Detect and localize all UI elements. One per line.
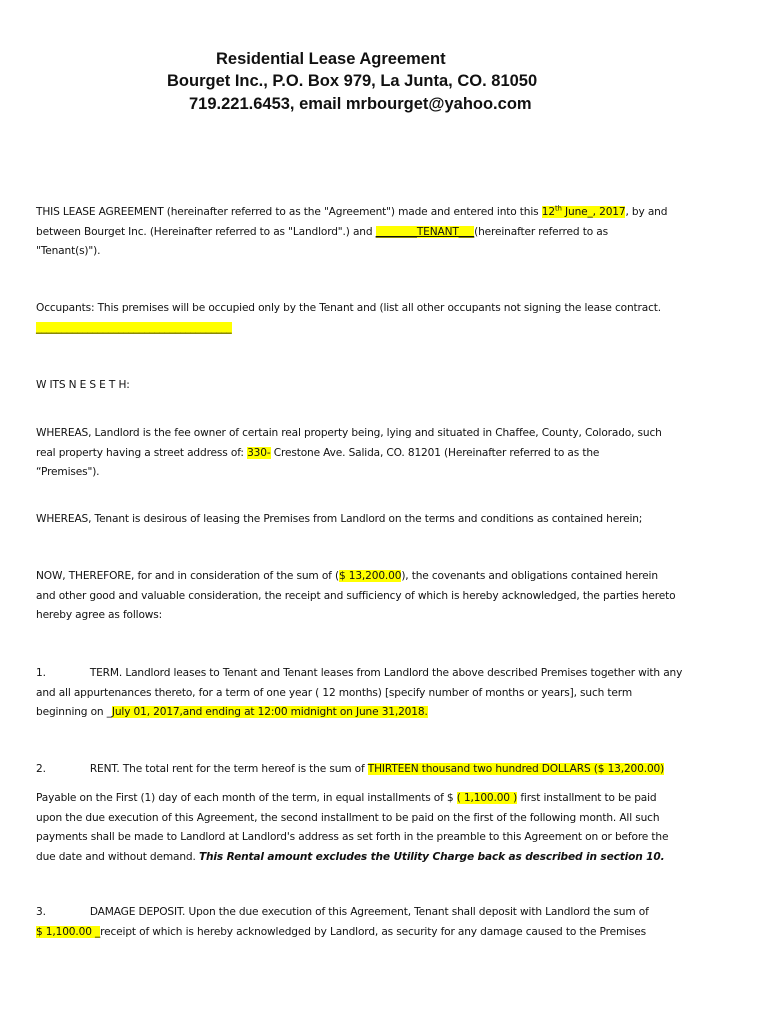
utility-note: This Rental amount excludes the Utility Charge back as described in section 10. — [198, 850, 665, 863]
occupants-paragraph: Occupants: This premises will be occupied only by the Tenant and (list all other occupants not signing the lease contract. ______________________________________ — [36, 302, 661, 334]
witnesseth-heading: W ITS N E S E T H: — [36, 379, 130, 391]
whereas-property-paragraph: WHEREAS, Landlord is the fee owner of certain real property being, lying and situated in Chaffee, County, Colorado, such real property having a street address of: 330- Crestone Ave. Salida, CO. 81201 (Hereinafter referred to as the “Premises"). — [36, 427, 662, 478]
rent-payment-paragraph: Payable on the First (1) day of each month of the term, in equal installments of $ ( 1,100.00 ) first installment to be paid upon the due execution of this Agreement, the second installment to be paid on the first of the following month. All such payments shall be made to Landlord at Landlord's address as set forth in the preamble to this Agreement on or before the due date and without demand. This Rental amount excludes the Utility Charge back as described in section 10. — [36, 792, 669, 863]
consideration-amount: $ 13,200.00 — [338, 570, 402, 582]
landlord-address: Bourget Inc., P.O. Box 979, La Junta, CO. 81050 — [167, 72, 538, 90]
intro-paragraph: THIS LEASE AGREEMENT (hereinafter referred to as the "Agreement") made and entered into this 12th June_, 2017, by and between Bourget Inc. (Hereinafter referred to as "Landlord".) and ________TENANT___(hereinafter referred to as "Tenant(s)"). — [36, 204, 668, 257]
intro-text: THIS LEASE AGREEMENT (hereinafter referred to as the "Agreement") made and entered into this — [36, 206, 542, 218]
section-term: 1. TERM. Landlord leases to Tenant and Tenant leases from Landlord the above described Premises together with any and all appurtenances thereto, for a term of one year ( 12 months) [specify number of months or years], such term beginning on _July 01, 2017,and ending at 12:00 midnight on June 31,2018. — [36, 667, 683, 718]
document-title: Residential Lease Agreement — [216, 50, 446, 68]
monthly-installment: ( 1,100.00 ) — [456, 792, 518, 804]
tenant-name-field: ________TENANT___ — [375, 225, 475, 238]
section-damage-deposit: 3. DAMAGE DEPOSIT. Upon the due execution of this Agreement, Tenant shall deposit with Landlord the sum of $ 1,100.00 _receipt of which is hereby acknowledged by Landlord, as security for any damage caused to the Premises — [36, 906, 649, 938]
total-rent-amount: THIRTEEN thousand two hundred DOLLARS ($ 13,200.00) — [367, 763, 665, 775]
occupants-blank-field: ______________________________________ — [36, 321, 232, 334]
deposit-amount: $ 1,100.00 _ — [36, 925, 101, 938]
section-rent: 2. RENT. The total rent for the term hereof is the sum of THIRTEEN thousand two hundred DOLLARS ($ 13,200.00) — [36, 763, 665, 775]
agreement-date: 12th June_, 2017 — [541, 204, 626, 218]
lease-term-dates: July 01, 2017,and ending at 12:00 midnight on June 31,2018. — [111, 706, 428, 718]
street-number: 330- — [247, 446, 271, 459]
whereas-tenant-paragraph: WHEREAS, Tenant is desirous of leasing the Premises from Landlord on the terms and conditions as contained herein; — [36, 513, 643, 525]
landlord-contact: 719.221.6453, email mrbourget@yahoo.com — [189, 95, 532, 113]
now-therefore-paragraph: NOW, THEREFORE, for and in consideration of the sum of ($ 13,200.00), the covenants and obligations contained herein and other good and valuable consideration, the receipt and sufficiency of which is hereby acknowledged, the parties hereto hereby agree as follows: — [36, 570, 676, 621]
